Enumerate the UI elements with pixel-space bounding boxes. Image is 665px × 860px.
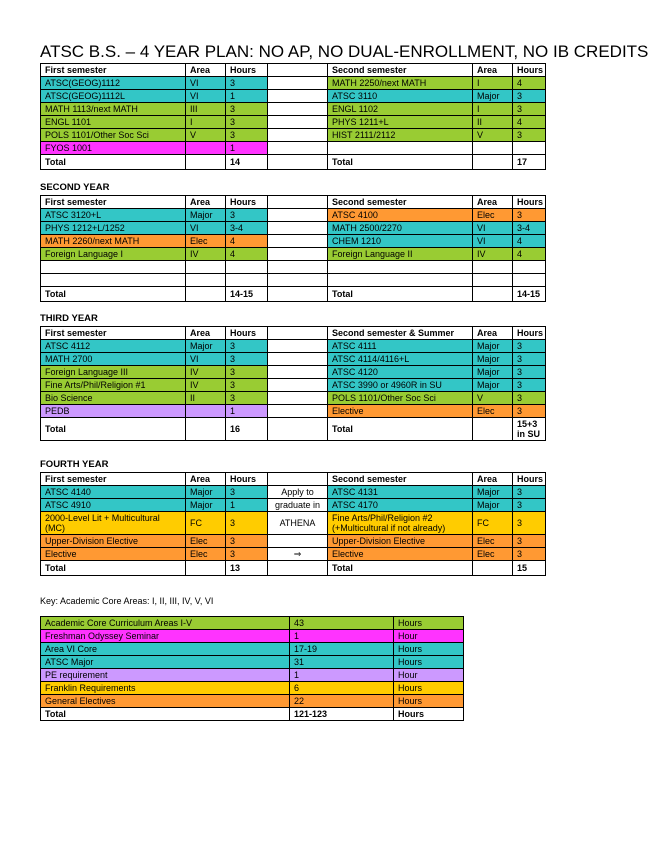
table-row [41, 248, 546, 261]
total-row [41, 561, 546, 576]
total-label: Total [328, 561, 473, 576]
course-name: MATH 2500/2270 [328, 222, 473, 235]
course-name: Foreign Language III [41, 366, 186, 379]
course-area: Elec [473, 209, 513, 222]
course-name: ATSC 4170 [328, 499, 473, 512]
course-area: VI [186, 353, 226, 366]
course-area: VI [186, 77, 226, 90]
hours-header: Hours [513, 473, 546, 486]
note-cell [268, 340, 328, 353]
hours-header: Hours [513, 327, 546, 340]
year-label: FOURTH YEAR [40, 459, 109, 470]
summary-unit: Hours [394, 682, 464, 695]
summary-total-row [41, 708, 464, 721]
hours-header: Hours [226, 196, 268, 209]
course-hours [513, 274, 546, 287]
second-semester-header: Second semester [328, 64, 473, 77]
course-area: Major [473, 379, 513, 392]
course-hours: 3 [513, 535, 546, 548]
table-row [41, 209, 546, 222]
year-label: SECOND YEAR [40, 182, 110, 193]
table-row [41, 548, 546, 561]
course-area: Major [473, 353, 513, 366]
summary-unit: Hour [394, 630, 464, 643]
course-name [328, 274, 473, 287]
course-name: ATSC 3120+L [41, 209, 186, 222]
course-area: I [473, 103, 513, 116]
summary-label: Area VI Core [41, 643, 290, 656]
table-header-row [41, 196, 546, 209]
course-name: ATSC 4112 [41, 340, 186, 353]
table-row [41, 77, 546, 90]
summary-unit: Hours [394, 656, 464, 669]
year-plan-table [40, 195, 546, 302]
summary-label: PE requirement [41, 669, 290, 682]
note-cell [268, 405, 328, 418]
spacer-cell [268, 418, 328, 441]
course-name: ATSC 4114/4116+L [328, 353, 473, 366]
table-row [41, 486, 546, 499]
course-name: MATH 2700 [41, 353, 186, 366]
total-hours: 15+3 in SU [513, 418, 546, 441]
summary-label: Academic Core Curriculum Areas I-V [41, 617, 290, 630]
course-area: VI [473, 235, 513, 248]
note-cell: ATHENA [268, 512, 328, 535]
course-area: VI [473, 222, 513, 235]
summary-unit: Hours [394, 708, 464, 721]
course-name: PEDB [41, 405, 186, 418]
total-label: Total [41, 561, 186, 576]
table-row [41, 261, 546, 274]
course-hours: 3 [513, 209, 546, 222]
course-hours: 1 [226, 90, 268, 103]
course-area: Elec [186, 548, 226, 561]
table-row [41, 235, 546, 248]
course-name: ATSC(GEOG)1112L [41, 90, 186, 103]
course-hours: 3 [513, 340, 546, 353]
course-name: ENGL 1102 [328, 103, 473, 116]
course-area: Major [473, 366, 513, 379]
course-name: Upper-Division Elective [328, 535, 473, 548]
course-area: IV [186, 248, 226, 261]
course-hours: 4 [226, 248, 268, 261]
course-name [328, 142, 473, 155]
table-row [41, 103, 546, 116]
total-hours: 14 [226, 155, 268, 170]
total-hours: 14-15 [226, 287, 268, 302]
course-hours: 3 [513, 548, 546, 561]
course-name: POLS 1101/Other Soc Sci [328, 392, 473, 405]
spacer-cell [268, 287, 328, 302]
course-hours: 3 [226, 486, 268, 499]
hours-summary-table [40, 616, 464, 721]
summary-unit: Hour [394, 669, 464, 682]
area-header: Area [473, 196, 513, 209]
course-area: Elec [186, 235, 226, 248]
table-row [41, 366, 546, 379]
course-name: Elective [328, 405, 473, 418]
course-area: V [473, 129, 513, 142]
note-cell [268, 209, 328, 222]
course-hours [513, 142, 546, 155]
course-name: Foreign Language I [41, 248, 186, 261]
course-name: CHEM 1210 [328, 235, 473, 248]
hours-header: Hours [226, 327, 268, 340]
course-area: II [473, 116, 513, 129]
course-name: ATSC 3990 or 4960R in SU [328, 379, 473, 392]
course-name: Upper-Division Elective [41, 535, 186, 548]
course-name: ATSC 4140 [41, 486, 186, 499]
second-semester-header: Second semester & Summer [328, 327, 473, 340]
total-hours: 17 [513, 155, 546, 170]
summary-value: 43 [290, 617, 394, 630]
course-hours: 3 [513, 379, 546, 392]
course-name [41, 274, 186, 287]
course-area: IV [473, 248, 513, 261]
summary-value: 31 [290, 656, 394, 669]
course-hours: 3 [226, 116, 268, 129]
course-name [328, 261, 473, 274]
area-header: Area [473, 473, 513, 486]
course-name: ATSC 4111 [328, 340, 473, 353]
spacer-cell [268, 327, 328, 340]
course-hours: 3 [513, 129, 546, 142]
course-area: FC [473, 512, 513, 535]
course-area: Elec [473, 405, 513, 418]
table-row [41, 222, 546, 235]
course-hours: 3 [226, 103, 268, 116]
note-cell [268, 353, 328, 366]
course-area: V [473, 392, 513, 405]
table-header-row [41, 64, 546, 77]
table-row [41, 512, 546, 535]
course-name: Foreign Language II [328, 248, 473, 261]
hours-header: Hours [513, 64, 546, 77]
course-hours: 3-4 [226, 222, 268, 235]
second-semester-header: Second semester [328, 473, 473, 486]
course-name: Fine Arts/Phil/Religion #1 [41, 379, 186, 392]
note-cell [268, 103, 328, 116]
course-name: ATSC 4910 [41, 499, 186, 512]
course-hours: 4 [513, 235, 546, 248]
year-plan-table [40, 472, 546, 576]
course-area: Major [186, 209, 226, 222]
course-hours: 3 [513, 353, 546, 366]
note-cell [268, 235, 328, 248]
table-row [41, 405, 546, 418]
course-name: 2000-Level Lit + Multicultural (MC) [41, 512, 186, 535]
summary-label: Total [41, 708, 290, 721]
summary-row [41, 682, 464, 695]
empty-cell [186, 155, 226, 170]
course-hours: 4 [513, 77, 546, 90]
course-name: POLS 1101/Other Soc Sci [41, 129, 186, 142]
course-name: PHYS 1212+L/1252 [41, 222, 186, 235]
summary-value: 6 [290, 682, 394, 695]
summary-value: 1 [290, 669, 394, 682]
course-name: MATH 1113/next MATH [41, 103, 186, 116]
course-name: ATSC 3110 [328, 90, 473, 103]
summary-unit: Hours [394, 695, 464, 708]
total-label: Total [41, 287, 186, 302]
course-area [186, 274, 226, 287]
course-hours: 3 [513, 392, 546, 405]
summary-row [41, 656, 464, 669]
course-hours: 3 [513, 90, 546, 103]
course-hours: 3 [226, 512, 268, 535]
area-header: Area [186, 473, 226, 486]
course-hours: 3 [226, 392, 268, 405]
table-header-row [41, 473, 546, 486]
course-area: Major [473, 499, 513, 512]
spacer-cell [268, 155, 328, 170]
course-area: Elec [473, 535, 513, 548]
course-name: Fine Arts/Phil/Religion #2 (+Multicultural if not already) [328, 512, 473, 535]
total-row [41, 155, 546, 170]
note-cell [268, 379, 328, 392]
note-cell [268, 142, 328, 155]
course-hours [226, 261, 268, 274]
course-name: ATSC 4100 [328, 209, 473, 222]
course-hours: 3-4 [513, 222, 546, 235]
year-label: THIRD YEAR [40, 313, 98, 324]
course-area [473, 274, 513, 287]
total-hours: 15 [513, 561, 546, 576]
hours-header: Hours [513, 196, 546, 209]
course-area [473, 261, 513, 274]
course-area [186, 261, 226, 274]
empty-cell [473, 287, 513, 302]
course-name: Elective [41, 548, 186, 561]
course-name: HIST 2111/2112 [328, 129, 473, 142]
course-hours: 3 [513, 512, 546, 535]
course-hours: 3 [513, 486, 546, 499]
total-row [41, 418, 546, 441]
summary-label: Freshman Odyssey Seminar [41, 630, 290, 643]
summary-label: Franklin Requirements [41, 682, 290, 695]
empty-cell [186, 287, 226, 302]
course-hours [226, 274, 268, 287]
first-semester-header: First semester [41, 327, 186, 340]
second-semester-header: Second semester [328, 196, 473, 209]
area-header: Area [186, 327, 226, 340]
course-name: FYOS 1001 [41, 142, 186, 155]
course-area: Major [473, 90, 513, 103]
course-hours: 3 [226, 353, 268, 366]
table-row [41, 274, 546, 287]
course-area: VI [186, 90, 226, 103]
course-area: Major [186, 499, 226, 512]
course-name: Bio Science [41, 392, 186, 405]
empty-cell [186, 418, 226, 441]
course-hours: 3 [513, 103, 546, 116]
note-cell [268, 261, 328, 274]
course-area: III [186, 103, 226, 116]
table-row [41, 499, 546, 512]
course-area [186, 142, 226, 155]
empty-cell [473, 561, 513, 576]
course-hours: 3 [226, 548, 268, 561]
course-hours [513, 261, 546, 274]
area-header: Area [473, 64, 513, 77]
page-title: ATSC B.S. – 4 YEAR PLAN: NO AP, NO DUAL-ENROLLMENT, NO IB CREDITS [40, 42, 649, 61]
course-hours: 3 [226, 366, 268, 379]
course-hours: 3 [226, 129, 268, 142]
table-row [41, 353, 546, 366]
spacer-cell [268, 64, 328, 77]
course-hours: 1 [226, 499, 268, 512]
course-area: Major [473, 486, 513, 499]
empty-cell [473, 155, 513, 170]
note-cell [268, 392, 328, 405]
table-row [41, 129, 546, 142]
summary-row [41, 630, 464, 643]
summary-value: 17-19 [290, 643, 394, 656]
total-label: Total [41, 155, 186, 170]
course-hours: 4 [226, 235, 268, 248]
course-name: MATH 2250/next MATH [328, 77, 473, 90]
summary-row [41, 617, 464, 630]
course-hours: 3 [226, 340, 268, 353]
course-hours: 3 [226, 535, 268, 548]
course-area: IV [186, 366, 226, 379]
course-area: Major [186, 340, 226, 353]
area-header: Area [186, 64, 226, 77]
course-area: Elec [473, 548, 513, 561]
hours-header: Hours [226, 64, 268, 77]
course-hours: 3 [226, 379, 268, 392]
total-label: Total [328, 287, 473, 302]
course-name: Elective [328, 548, 473, 561]
course-name [41, 261, 186, 274]
table-row [41, 116, 546, 129]
table-row [41, 340, 546, 353]
summary-unit: Hours [394, 643, 464, 656]
area-header: Area [473, 327, 513, 340]
note-cell [268, 248, 328, 261]
summary-row [41, 643, 464, 656]
course-area: II [186, 392, 226, 405]
summary-label: General Electives [41, 695, 290, 708]
note-cell [268, 222, 328, 235]
table-row [41, 392, 546, 405]
course-area: I [473, 77, 513, 90]
note-cell [268, 90, 328, 103]
course-hours: 3 [226, 77, 268, 90]
total-row [41, 287, 546, 302]
table-row [41, 379, 546, 392]
course-name: PHYS 1211+L [328, 116, 473, 129]
course-hours: 3 [226, 209, 268, 222]
first-semester-header: First semester [41, 64, 186, 77]
course-name: ENGL 1101 [41, 116, 186, 129]
empty-cell [473, 418, 513, 441]
course-area: V [186, 129, 226, 142]
spacer-cell [268, 561, 328, 576]
year-plan-table [40, 326, 546, 441]
note-cell [268, 129, 328, 142]
course-name: ATSC 4120 [328, 366, 473, 379]
year-plan-table [40, 63, 546, 170]
note-cell [268, 116, 328, 129]
course-hours: 4 [513, 248, 546, 261]
course-area: FC [186, 512, 226, 535]
note-cell: graduate in [268, 499, 328, 512]
core-areas-key: Key: Academic Core Areas: I, II, III, IV, V, VI [40, 596, 214, 606]
summary-value: 121-123 [290, 708, 394, 721]
course-area [186, 405, 226, 418]
course-name: MATH 2260/next MATH [41, 235, 186, 248]
spacer-cell [268, 473, 328, 486]
summary-value: 22 [290, 695, 394, 708]
empty-cell [186, 561, 226, 576]
total-label: Total [328, 155, 473, 170]
summary-value: 1 [290, 630, 394, 643]
course-area: Major [473, 340, 513, 353]
table-row [41, 535, 546, 548]
summary-row [41, 695, 464, 708]
course-hours: 4 [513, 116, 546, 129]
table-row [41, 90, 546, 103]
course-area: Elec [186, 535, 226, 548]
spacer-cell [268, 196, 328, 209]
note-cell [268, 366, 328, 379]
course-hours: 1 [226, 142, 268, 155]
course-hours: 3 [513, 366, 546, 379]
course-area: VI [186, 222, 226, 235]
total-hours: 14-15 [513, 287, 546, 302]
summary-label: ATSC Major [41, 656, 290, 669]
table-header-row [41, 327, 546, 340]
course-name: ATSC(GEOG)1112 [41, 77, 186, 90]
note-cell: Apply to [268, 486, 328, 499]
course-hours: 3 [513, 405, 546, 418]
summary-row [41, 669, 464, 682]
note-cell [268, 535, 328, 548]
total-label: Total [328, 418, 473, 441]
note-cell: ⇒ [268, 548, 328, 561]
summary-unit: Hours [394, 617, 464, 630]
note-cell [268, 274, 328, 287]
course-name: ATSC 4131 [328, 486, 473, 499]
course-hours: 1 [226, 405, 268, 418]
course-hours: 3 [513, 499, 546, 512]
first-semester-header: First semester [41, 196, 186, 209]
course-area: I [186, 116, 226, 129]
first-semester-header: First semester [41, 473, 186, 486]
hours-header: Hours [226, 473, 268, 486]
total-label: Total [41, 418, 186, 441]
total-hours: 16 [226, 418, 268, 441]
course-area [473, 142, 513, 155]
table-row [41, 142, 546, 155]
total-hours: 13 [226, 561, 268, 576]
note-cell [268, 77, 328, 90]
course-area: Major [186, 486, 226, 499]
course-area: IV [186, 379, 226, 392]
area-header: Area [186, 196, 226, 209]
